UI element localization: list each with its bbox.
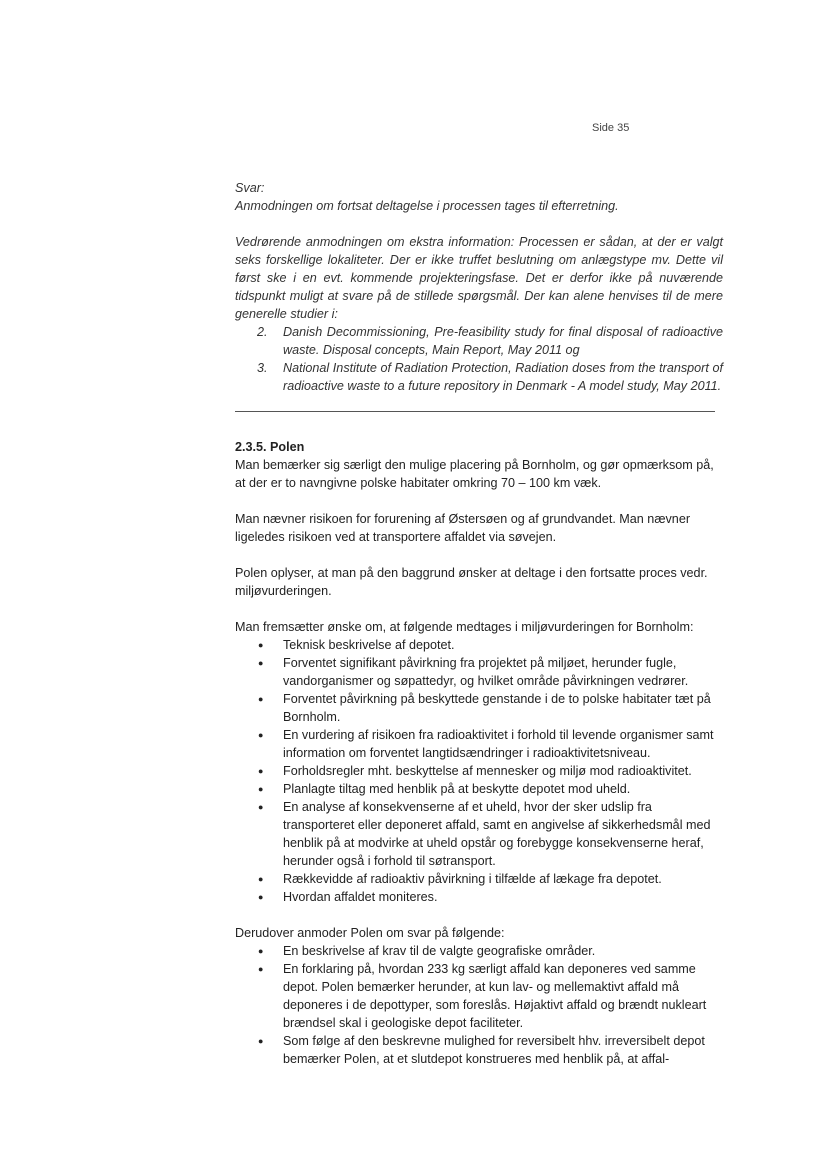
- list-item: ● En analyse af konsekvenserne af et uheld, hvor der sker udslip fra transporteret eller deponeret affald, samt en angivelse af sikkerhedsmål med henblik på at modvirke at uheld opstår og forebygge konsekvenserne heraf, herunder også i forhold til søtransport.: [258, 800, 711, 868]
- reference-item: [235, 323, 723, 359]
- section-divider: [235, 411, 715, 412]
- reference-text: Danish Decommissioning, Pre-feasibility study for final disposal of radioactive waste. Disposal concepts, Main Report, May 2011 og: [283, 325, 723, 357]
- answer-paragraph: Vedrørende anmodningen om ekstra information: Processen er sådan, at der er valgt seks forskellige lokaliteter. Der er ikke truffet beslutning om anlægstype mv. Dette vil først ske i en evt. kommende projekteringsfase. Det er derfor ikke på nuværende tidspunkt muligt at svare på de stillede spørgsmål. Der kan alene henvises til de mere generelle studier i:: [235, 235, 723, 321]
- reference-number: 3.: [257, 361, 268, 375]
- bullet-list: [235, 636, 725, 906]
- list-item: ● En beskrivelse af krav til de valgte geografiske områder.: [258, 944, 596, 958]
- bullet-icon: ●: [258, 874, 264, 884]
- bullet-icon: ●: [258, 964, 264, 974]
- list-item: ● Forholdsregler mht. beskyttelse af mennesker og miljø mod radioaktivitet.: [258, 764, 692, 778]
- bullet-icon: ●: [258, 1036, 264, 1046]
- bullet-icon: ●: [258, 766, 264, 776]
- section-title: 2.3.5. Polen: [235, 440, 305, 454]
- bullet-icon: ●: [258, 730, 264, 740]
- section-polen: [235, 438, 725, 1068]
- answer-block: [235, 179, 723, 395]
- reference-number: 2.: [257, 325, 268, 339]
- page-number: Side 35: [592, 122, 630, 134]
- bullet-icon: ●: [258, 892, 264, 902]
- reference-text: National Institute of Radiation Protection, Radiation doses from the transport of radioactive waste to a future repository in Denmark - A model study, May 2011.: [283, 361, 723, 393]
- list-item: ● Forventet signifikant påvirkning fra projektet på miljøet, herunder fugle, vandorganismer og søpattedyr, og hvilket område påvirkningen vedrører.: [258, 656, 689, 688]
- bullet-icon: ●: [258, 640, 264, 650]
- list-item: ● En vurdering af risikoen fra radioaktivitet i forhold til levende organismer samt information om forventet langtidsændringer i radioaktivitetsniveau.: [258, 728, 714, 760]
- bullet-icon: ●: [258, 946, 264, 956]
- bullet-icon: ●: [258, 802, 264, 812]
- reference-list: [235, 323, 723, 395]
- reference-item: [235, 359, 723, 395]
- paragraph: Man nævner risikoen for forurening af Østersøen og af grundvandet. Man nævner ligeledes risikoen ved at transportere affaldet via søvejen.: [235, 512, 691, 544]
- bullet-icon: ●: [258, 694, 264, 704]
- list-item: ● Hvordan affaldet moniteres.: [258, 890, 438, 904]
- answer-line: Anmodningen om fortsat deltagelse i processen tages til efterretning.: [235, 199, 619, 213]
- answer-heading: Svar:: [235, 181, 265, 195]
- list-item: ● Forventet påvirkning på beskyttede genstande i de to polske habitater tæt på Bornholm.: [258, 692, 711, 724]
- paragraph: Man bemærker sig særligt den mulige placering på Bornholm, og gør opmærksom på, at der er to navngivne polske habitater omkring 70 – 100 km væk.: [235, 458, 714, 490]
- list-item: ● Planlagte tiltag med henblik på at beskytte depotet mod uheld.: [258, 782, 631, 796]
- list-intro: Man fremsætter ønske om, at følgende medtages i miljøvurderingen for Bornholm:: [235, 620, 694, 634]
- bullet-icon: ●: [258, 784, 264, 794]
- list-item: ● Som følge af den beskrevne mulighed for reversibelt hhv. irreversibelt depot bemærker Polen, at et slutdepot konstrueres med henblik på, at affal-: [258, 1034, 705, 1066]
- paragraph: Polen oplyser, at man på den baggrund ønsker at deltage i den fortsatte proces vedr. miljøvurderingen.: [235, 566, 708, 598]
- list-item: ● Rækkevidde af radioaktiv påvirkning i tilfælde af lækage fra depotet.: [258, 872, 662, 886]
- list-intro: Derudover anmoder Polen om svar på følgende:: [235, 926, 505, 940]
- list-item: ● En forklaring på, hvordan 233 kg særligt affald kan deponeres ved samme depot. Polen bemærker herunder, at kun lav- og mellemaktivt affald må deponeres i de depottyper, som foreslås. Højaktivt affald og brændt nukleart brændsel skal i geologiske depot faciliteter.: [258, 962, 707, 1030]
- bullet-list: [235, 942, 725, 1068]
- bullet-icon: ●: [258, 658, 264, 668]
- list-item: ● Teknisk beskrivelse af depotet.: [258, 638, 455, 652]
